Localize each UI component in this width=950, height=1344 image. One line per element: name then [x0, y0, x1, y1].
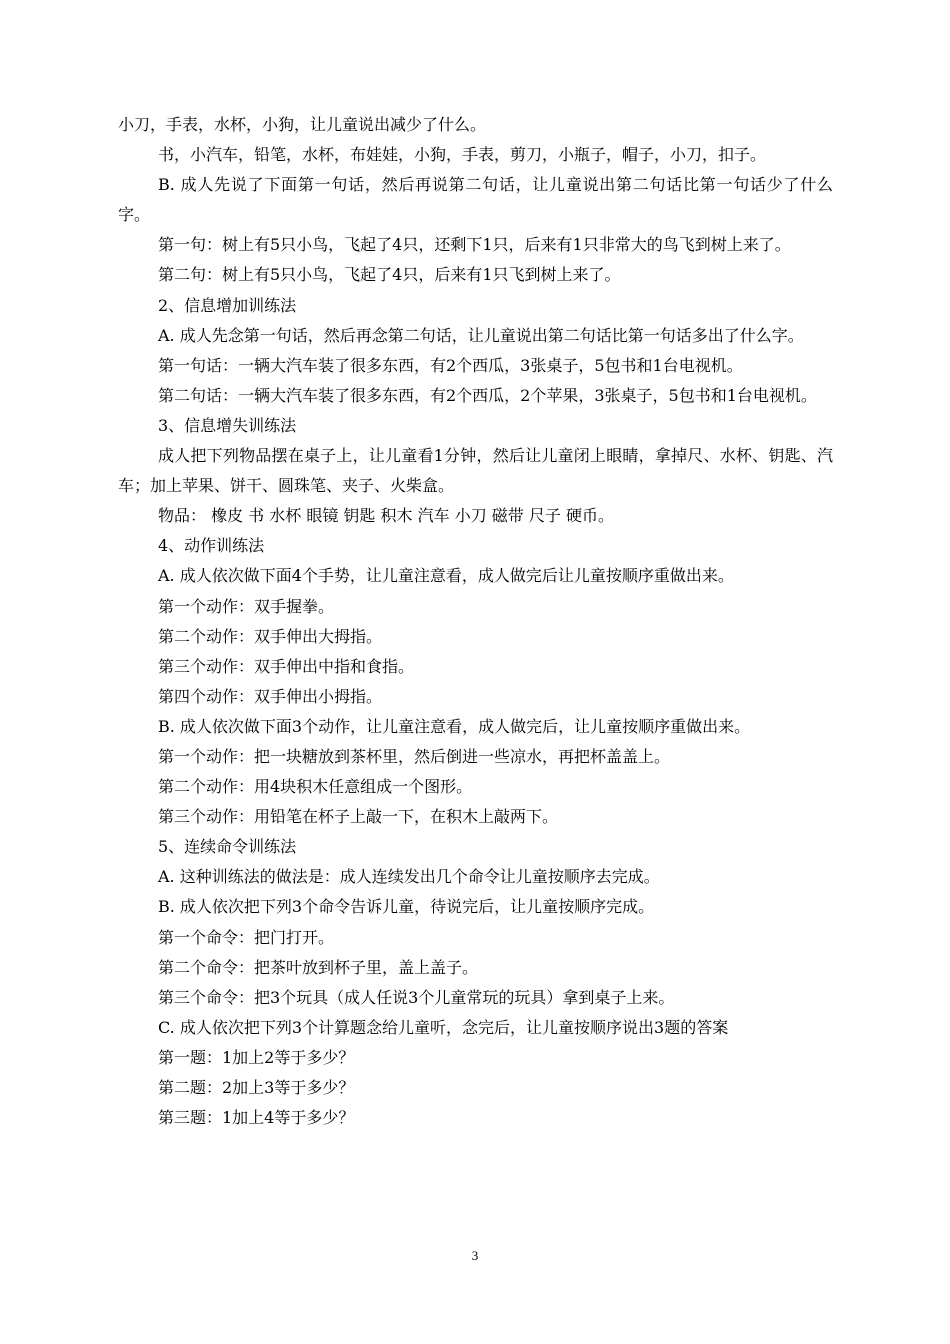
paragraph: 第一句话：一辆大汽车装了很多东西，有2个西瓜，3张桌子，5包书和1台电视机。	[158, 355, 743, 375]
paragraph: B. 成人先说了下面第一句话，然后再说第二句话，让儿童说出第二句话比第一句话少了什么字。	[118, 175, 833, 225]
paragraph: C. 成人依次把下列3个计算题念给儿童听，念完后，让儿童按顺序说出3题的答案	[158, 1017, 729, 1037]
section-heading: 4、动作训练法	[158, 536, 265, 556]
list-item: 第一题：1加上2等于多少？	[158, 1047, 355, 1067]
paragraph: 第二句话：一辆大汽车装了很多东西，有2个西瓜，2个苹果，3张桌子，5包书和1台电视机。	[158, 385, 817, 405]
list-item: 第一个动作：把一块糖放到茶杯里，然后倒进一些凉水，再把杯盖盖上。	[158, 746, 671, 766]
paragraph: B. 成人依次把下列3个命令告诉儿童，待说完后，让儿童按顺序完成。	[158, 897, 655, 917]
paragraph: 书，小汽车，铅笔，水杯，布娃娃，小狗，手表，剪刀，小瓶子，帽子，小刀，扣子。	[158, 145, 767, 165]
paragraph: 物品： 橡皮 书 水杯 眼镜 钥匙 积木 汽车 小刀 磁带 尺子 硬币。	[158, 506, 614, 526]
list-item: 第二个动作：用4块积木任意组成一个图形。	[158, 777, 473, 797]
paragraph: 第一句：树上有5只小鸟，飞起了4只，还剩下1只，后来有1只非常大的鸟飞到树上来了。	[158, 235, 791, 255]
page-number: 3	[471, 1248, 479, 1263]
paragraph: A. 成人依次做下面4个手势，让儿童注意看，成人做完后让儿童按顺序重做出来。	[158, 566, 734, 586]
paragraph: 第二句：树上有5只小鸟，飞起了4只，后来有1只飞到树上来了。	[158, 265, 621, 285]
paragraph: A. 成人先念第一句话，然后再念第二句话，让儿童说出第二句话比第一句话多出了什么字。	[158, 325, 804, 345]
paragraph: 小刀，手表，水杯，小狗，让儿童说出减少了什么。	[118, 115, 487, 134]
list-item: 第二题：2加上3等于多少？	[158, 1078, 355, 1097]
list-item: 第三题：1加上4等于多少？	[158, 1108, 355, 1128]
list-item: 第三个动作：双手伸出中指和食指。	[158, 656, 415, 676]
section-heading: 3、信息增失训练法	[158, 415, 297, 435]
list-item: 第一个动作：双手握拳。	[158, 596, 335, 616]
list-item: 第四个动作：双手伸出小拇指。	[158, 686, 383, 706]
list-item: 第二个动作：双手伸出大拇指。	[158, 626, 383, 646]
paragraph: 成人把下列物品摆在桌子上，让儿童看1分钟，然后让儿童闭上眼睛，拿掉尺、水杯、钥匙、汽车；加上苹果、饼干、圆珠笔、夹子、火柴盒。	[118, 446, 833, 496]
paragraph: B. 成人依次做下面3个动作，让儿童注意看，成人做完后，让儿童按顺序重做出来。	[158, 716, 751, 736]
list-item: 第一个命令：把门打开。	[158, 927, 335, 947]
section-heading: 2、信息增加训练法	[158, 295, 297, 315]
paragraph: A. 这种训练法的做法是：成人连续发出几个命令让儿童按顺序去完成。	[158, 867, 660, 887]
list-item: 第二个命令：把茶叶放到杯子里，盖上盖子。	[158, 957, 479, 977]
list-item: 第三个命令：把3个玩具（成人任说3个儿童常玩的玩具）拿到桌子上来。	[158, 987, 675, 1007]
section-heading: 5、连续命令训练法	[158, 837, 297, 857]
body-text	[118, 110, 833, 1133]
list-item: 第三个动作：用铅笔在杯子上敲一下，在积木上敲两下。	[158, 807, 559, 827]
